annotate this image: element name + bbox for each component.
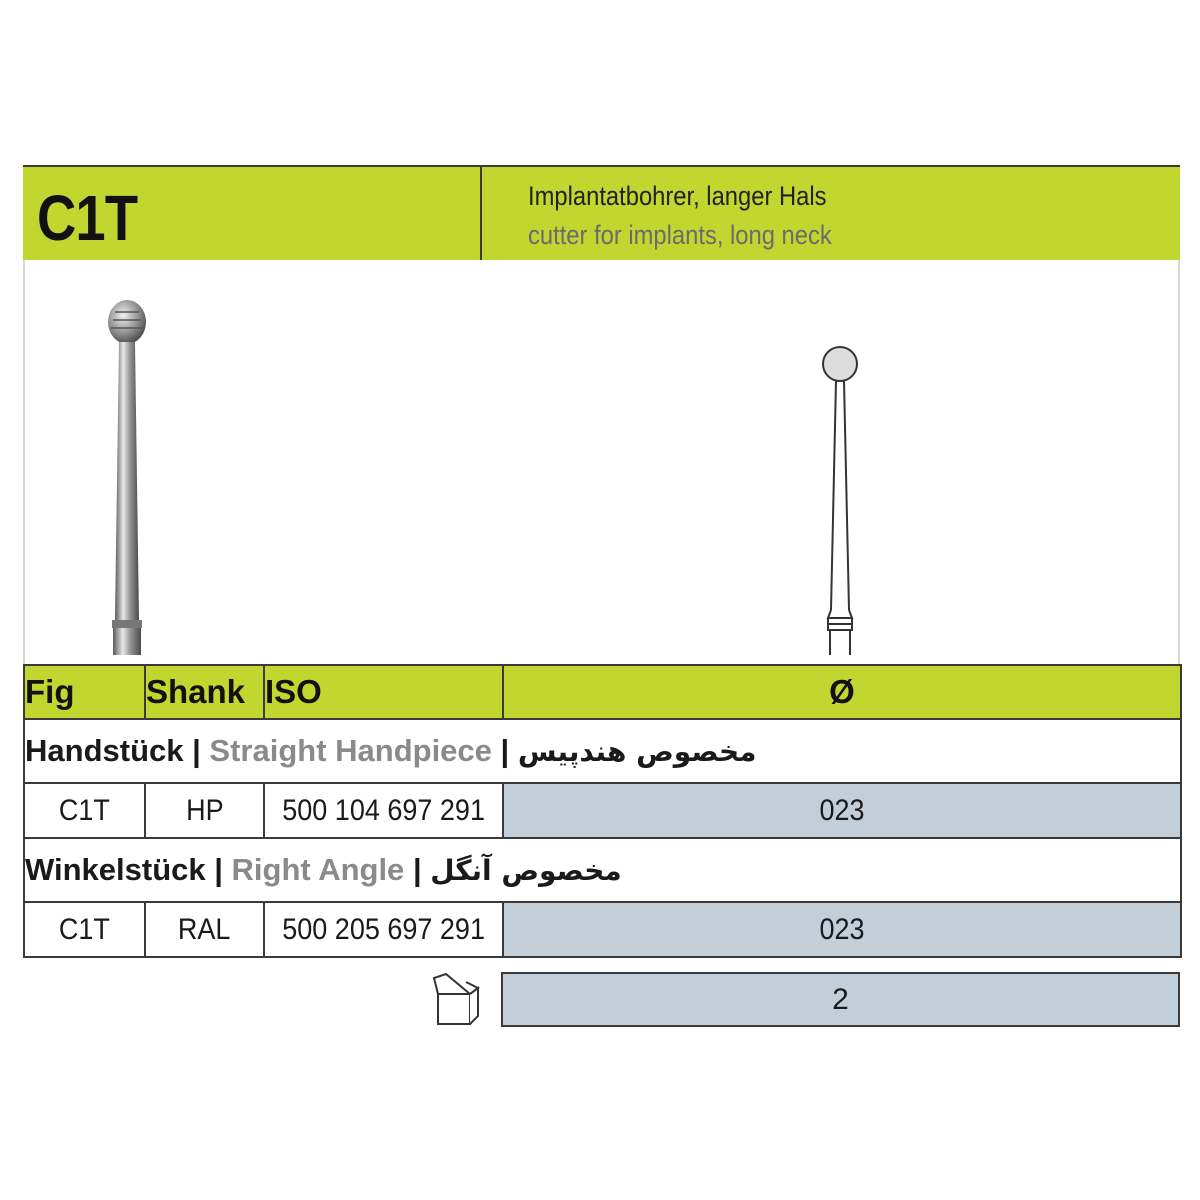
- product-title-en: cutter for implants, long neck: [528, 220, 832, 250]
- table-row: [24, 783, 1181, 838]
- cell-shank: RAL: [178, 912, 231, 946]
- product-title-de: Implantatbohrer, langer Hals: [528, 181, 827, 211]
- section-row-right-angle: [24, 838, 1181, 902]
- package-quantity: 2: [501, 972, 1180, 1027]
- product-header: [23, 165, 1180, 260]
- section-label: [24, 719, 1181, 783]
- section-label-de: Handstück |: [25, 733, 201, 768]
- cell-iso: 500 205 697 291: [282, 912, 485, 946]
- section-label-de: Winkelstück |: [25, 852, 223, 887]
- header-fig: Fig: [24, 665, 145, 719]
- cell-fig: C1T: [58, 793, 111, 827]
- cell-diameter: 023: [819, 912, 865, 946]
- header-divider: [480, 167, 482, 260]
- cell-iso: 500 104 697 291: [282, 793, 485, 827]
- section-label-en: Straight Handpiece: [209, 733, 492, 768]
- header-diameter: Ø: [503, 665, 1181, 719]
- product-code: C1T: [37, 182, 138, 254]
- drawing-head: [823, 347, 857, 381]
- bur-photo: [95, 290, 165, 655]
- card-border-right: [1178, 260, 1180, 665]
- section-row-handpiece: [24, 719, 1181, 783]
- bur-neck: [115, 342, 139, 620]
- cell-shank: HP: [185, 793, 224, 827]
- bur-drawing: [810, 340, 870, 655]
- card-border-left: [23, 260, 25, 665]
- section-label: [24, 838, 1181, 902]
- section-label-fa: مخصوص هندپیس: [517, 735, 757, 768]
- bur-head: [108, 300, 146, 344]
- box-icon: [432, 972, 482, 1028]
- header-shank: Shank: [145, 665, 264, 719]
- cell-diameter: 023: [819, 793, 865, 827]
- section-label-fa: مخصوص آنگل: [430, 854, 622, 887]
- table-header-row: [24, 665, 1181, 719]
- header-iso: ISO: [264, 665, 503, 719]
- table-row: [24, 902, 1181, 957]
- section-sep: |: [500, 733, 510, 768]
- section-label-en: Right Angle: [231, 852, 405, 887]
- cell-fig: C1T: [58, 912, 111, 946]
- section-sep: |: [412, 852, 422, 887]
- spec-table: [23, 664, 1182, 958]
